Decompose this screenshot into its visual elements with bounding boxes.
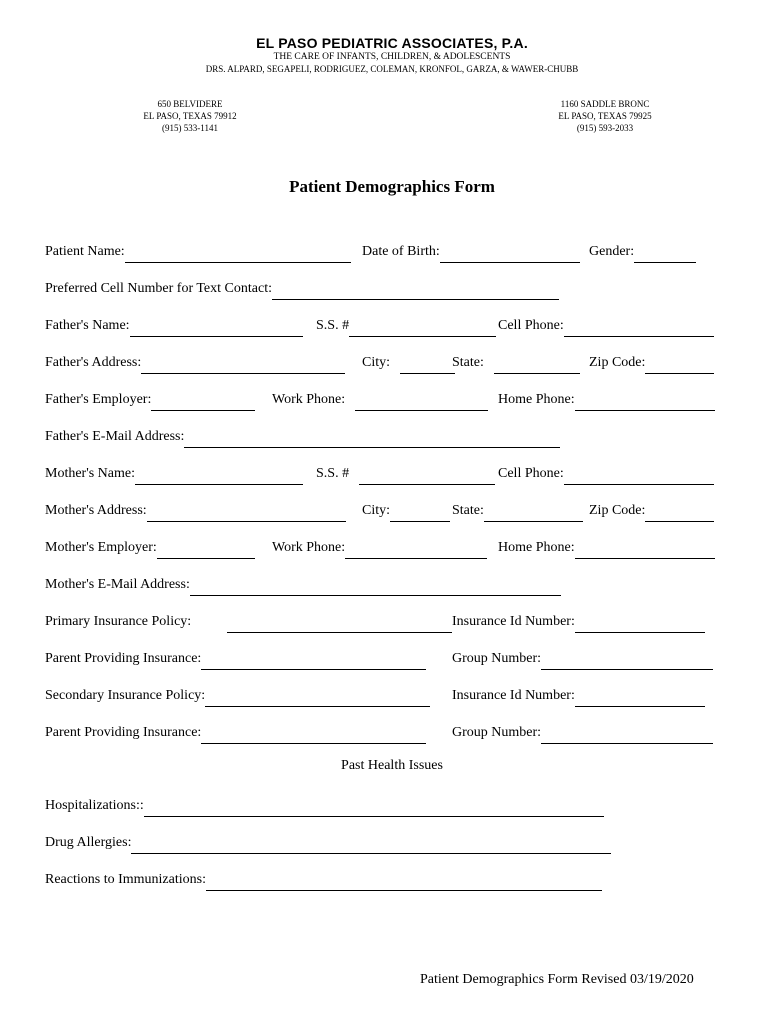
secondary-insurance-id-field[interactable] bbox=[575, 690, 705, 707]
office-street: 650 BELVIDERE bbox=[157, 99, 223, 109]
mother-name-field[interactable] bbox=[135, 468, 303, 485]
office-address-left bbox=[130, 98, 250, 134]
primary-insurance-id-label: Insurance Id Number: bbox=[452, 614, 575, 629]
father-zip-label: Zip Code: bbox=[589, 355, 646, 370]
mother-name-label: Mother's Name: bbox=[45, 466, 136, 481]
secondary-group-number-field[interactable] bbox=[541, 727, 713, 744]
mother-email-label: Mother's E-Mail Address: bbox=[45, 577, 190, 592]
patient-name-label: Patient Name: bbox=[45, 244, 125, 259]
preferred-cell-label: Preferred Cell Number for Text Contact: bbox=[45, 281, 272, 296]
hospitalizations-field[interactable] bbox=[144, 800, 604, 817]
form-title: Patient Demographics Form bbox=[289, 177, 495, 196]
mother-cell-field[interactable] bbox=[564, 468, 714, 485]
father-city-label: City: bbox=[362, 355, 391, 370]
father-employer-label: Father's Employer: bbox=[45, 392, 152, 407]
drug-allergies-label: Drug Allergies: bbox=[45, 835, 132, 850]
mother-work-phone-label: Work Phone: bbox=[272, 540, 346, 555]
mother-home-phone-field[interactable] bbox=[575, 542, 715, 559]
father-cell-field[interactable] bbox=[564, 320, 714, 337]
hospitalizations-label: Hospitalizations:: bbox=[45, 798, 144, 813]
primary-insurance-label: Primary Insurance Policy: bbox=[45, 614, 192, 629]
father-email-field[interactable] bbox=[184, 431, 560, 448]
father-zip-field[interactable] bbox=[645, 357, 714, 374]
father-address-field[interactable] bbox=[141, 357, 345, 374]
secondary-insurance-field[interactable] bbox=[205, 690, 430, 707]
date-of-birth-label: Date of Birth: bbox=[362, 244, 440, 259]
primary-parent-field[interactable] bbox=[201, 653, 426, 670]
father-name-field[interactable] bbox=[130, 320, 303, 337]
mother-cell-label: Cell Phone: bbox=[498, 466, 564, 481]
mother-zip-field[interactable] bbox=[645, 505, 714, 522]
father-work-phone-field[interactable] bbox=[355, 394, 488, 411]
secondary-parent-label: Parent Providing Insurance: bbox=[45, 725, 202, 740]
secondary-insurance-id-label: Insurance Id Number: bbox=[452, 688, 575, 703]
gender-label: Gender: bbox=[589, 244, 635, 259]
secondary-insurance-label: Secondary Insurance Policy: bbox=[45, 688, 206, 703]
mother-address-field[interactable] bbox=[147, 505, 346, 522]
father-home-phone-label: Home Phone: bbox=[498, 392, 575, 407]
past-health-heading: Past Health Issues bbox=[341, 758, 443, 773]
mother-email-field[interactable] bbox=[190, 579, 561, 596]
primary-group-number-field[interactable] bbox=[541, 653, 713, 670]
reactions-field[interactable] bbox=[206, 874, 602, 891]
drug-allergies-field[interactable] bbox=[131, 837, 611, 854]
father-ss-field[interactable] bbox=[349, 320, 496, 337]
primary-group-number-label: Group Number: bbox=[452, 651, 542, 666]
secondary-group-number-label: Group Number: bbox=[452, 725, 542, 740]
office-phone: (915) 533-1141 bbox=[162, 123, 218, 133]
mother-employer-label: Mother's Employer: bbox=[45, 540, 157, 555]
mother-work-phone-field[interactable] bbox=[345, 542, 487, 559]
father-email-label: Father's E-Mail Address: bbox=[45, 429, 185, 444]
footer-revision: Patient Demographics Form Revised 03/19/2020 bbox=[420, 972, 694, 987]
mother-home-phone-label: Home Phone: bbox=[498, 540, 575, 555]
practice-doctors: DRS. ALPARD, SEGAPELI, RODRIGUEZ, COLEMAN, KRONFOL, GARZA, & WAWER-CHUBB bbox=[205, 64, 579, 74]
mother-city-field[interactable] bbox=[390, 505, 450, 522]
mother-zip-label: Zip Code: bbox=[589, 503, 646, 518]
secondary-parent-field[interactable] bbox=[201, 727, 426, 744]
mother-state-label: State: bbox=[452, 503, 484, 518]
mother-ss-label: S.S. # bbox=[316, 466, 350, 481]
primary-insurance-id-field[interactable] bbox=[575, 616, 705, 633]
mother-state-field[interactable] bbox=[484, 505, 583, 522]
father-ss-label: S.S. # bbox=[316, 318, 350, 333]
gender-field[interactable] bbox=[634, 246, 696, 263]
office-city: EL PASO, TEXAS 79912 bbox=[143, 111, 237, 121]
patient-name-field[interactable] bbox=[125, 246, 351, 263]
reactions-label: Reactions to Immunizations: bbox=[45, 872, 206, 887]
father-name-label: Father's Name: bbox=[45, 318, 130, 333]
father-cell-label: Cell Phone: bbox=[498, 318, 564, 333]
date-of-birth-field[interactable] bbox=[440, 246, 580, 263]
practice-name: EL PASO PEDIATRIC ASSOCIATES, P.A. bbox=[256, 35, 528, 51]
practice-tagline: THE CARE OF INFANTS, CHILDREN, & ADOLESCENTS bbox=[273, 52, 511, 62]
preferred-cell-field[interactable] bbox=[272, 283, 559, 300]
primary-parent-label: Parent Providing Insurance: bbox=[45, 651, 202, 666]
mother-employer-field[interactable] bbox=[157, 542, 255, 559]
office-address-right bbox=[545, 98, 665, 134]
father-work-phone-label: Work Phone: bbox=[272, 392, 346, 407]
father-state-field[interactable] bbox=[494, 357, 580, 374]
mother-address-label: Mother's Address: bbox=[45, 503, 147, 518]
father-employer-field[interactable] bbox=[151, 394, 255, 411]
mother-ss-field[interactable] bbox=[359, 468, 495, 485]
primary-insurance-field[interactable] bbox=[227, 616, 452, 633]
father-address-label: Father's Address: bbox=[45, 355, 142, 370]
father-city-field[interactable] bbox=[400, 357, 455, 374]
office-street: 1160 SADDLE BRONC bbox=[560, 99, 650, 109]
father-home-phone-field[interactable] bbox=[575, 394, 715, 411]
office-phone: (915) 593-2033 bbox=[576, 123, 634, 133]
office-city: EL PASO, TEXAS 79925 bbox=[558, 111, 652, 121]
father-state-label: State: bbox=[452, 355, 484, 370]
mother-city-label: City: bbox=[362, 503, 391, 518]
